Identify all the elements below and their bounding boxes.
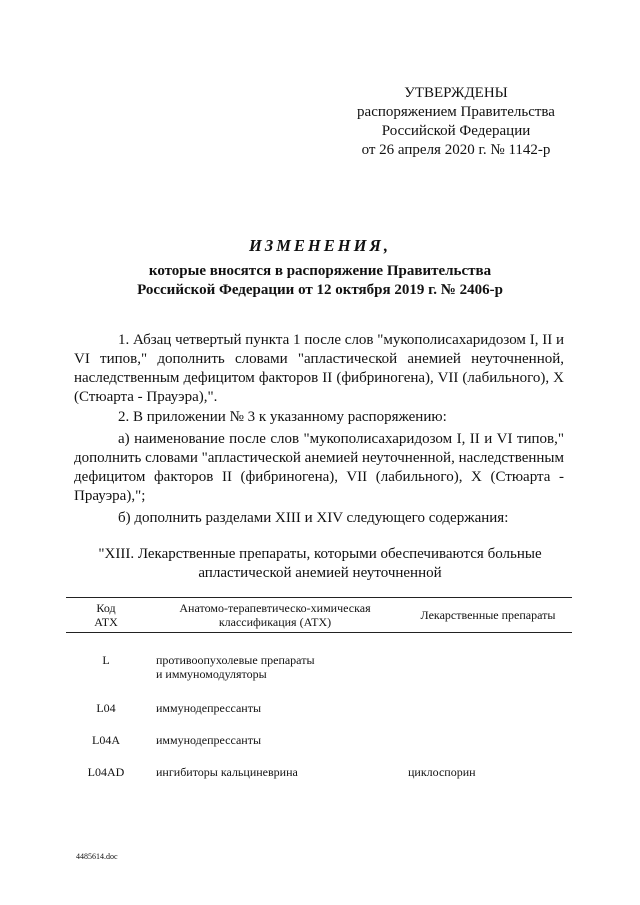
- subtitle-line: Российской Федерации от 12 октября 2019 г. № 2406-р: [137, 282, 503, 298]
- table-row: [66, 633, 572, 682]
- paragraph-3: а) наименование после слов "мукополисахаридозом I, II и VI типов," дополнить словами "апластической анемией неуточненной, наследственным дефицитом факторов II (фибриногена), VII (лабильного), X (Стюарта - Прауэра),";: [74, 431, 564, 504]
- approval-block: [340, 84, 572, 160]
- cell-class-line: и иммуномодуляторы: [156, 667, 267, 681]
- atx-table: [66, 597, 572, 779]
- paragraph-1: 1. Абзац четвертый пункта 1 после слов "мукополисахаридозом I, II и VI типов," дополнить словами "апластической анемией неуточненной, наследственным дефицитом факторов II (фибриногена), VII (лабильного), X (Стюарта - Прауэра),".: [74, 332, 564, 405]
- header-code-line: АТХ: [94, 615, 118, 629]
- section-heading: [60, 545, 580, 583]
- document-title: ИЗМЕНЕНИЯ,: [249, 236, 391, 255]
- approval-line: распоряжением Правительства: [357, 104, 555, 120]
- cell-drug: [398, 633, 572, 682]
- table-row: [66, 747, 572, 779]
- document-subtitle: [0, 262, 640, 300]
- cell-code: L04AD: [87, 765, 125, 779]
- section-heading-line: апластической анемией неуточненной: [198, 565, 442, 581]
- cell-code: L: [102, 653, 110, 667]
- header-drugs: Лекарственные препараты: [398, 598, 572, 633]
- table-row: [66, 715, 572, 747]
- approval-line: Российской Федерации: [381, 123, 531, 139]
- cell-code: L04A: [92, 733, 120, 747]
- header-class-line: Анатомо-терапевтическо-химическая: [179, 601, 371, 615]
- cell-drug: циклоспорин: [408, 765, 476, 779]
- cell-drug: [398, 715, 572, 747]
- table-header-row: [66, 598, 572, 633]
- header-code: [66, 598, 146, 633]
- footer-filename: 4485614.doc: [76, 852, 118, 861]
- cell-classification: [146, 633, 398, 682]
- cell-classification: ингибиторы кальциневрина: [156, 765, 298, 779]
- header-classification: [146, 598, 398, 633]
- approval-heading: УТВЕРЖДЕНЫ: [404, 85, 508, 101]
- header-code-line: Код: [96, 601, 116, 615]
- cell-classification: иммунодепрессанты: [156, 733, 262, 747]
- paragraph-4: б) дополнить разделами XIII и XIV следующего содержания:: [118, 510, 509, 526]
- section-heading-line: "XIII. Лекарственные препараты, которыми обеспечиваются больные: [98, 546, 542, 562]
- cell-drug: [398, 681, 572, 715]
- table-row: [66, 681, 572, 715]
- header-class-line: классификация (АТХ): [218, 615, 332, 629]
- cell-classification: иммунодепрессанты: [156, 701, 262, 715]
- cell-code: L04: [96, 701, 116, 715]
- cell-class-line: противоопухолевые препараты: [156, 653, 315, 667]
- paragraph-2: 2. В приложении № 3 к указанному распоряжению:: [118, 409, 447, 425]
- approval-date-number: от 26 апреля 2020 г. № 1142-р: [361, 142, 551, 158]
- subtitle-line: которые вносятся в распоряжение Правительства: [148, 263, 492, 279]
